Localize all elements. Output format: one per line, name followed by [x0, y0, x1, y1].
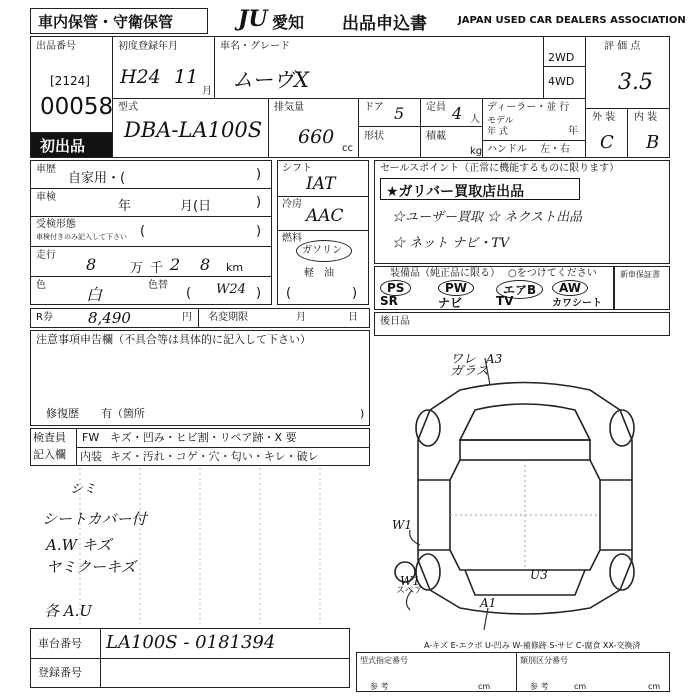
caution-label: 注意事項申告欄（不具合等は具体的に記入して下さい）: [36, 333, 311, 346]
recv-open: (: [140, 224, 146, 239]
color-open: (: [186, 286, 192, 301]
note-5: 各 A.U: [44, 602, 93, 620]
door-label: ドア: [364, 102, 384, 113]
ext-label: 外 装: [592, 112, 616, 123]
recv-sub: 車検付きのみ記入して下さい: [36, 233, 127, 241]
div-h4: [482, 140, 585, 141]
mileage-unit: km: [226, 261, 244, 274]
color-value: 白: [86, 285, 103, 304]
equip-item-4: SR: [380, 294, 398, 308]
equip-item-1: PW: [438, 280, 474, 296]
mileage-man-unit: 万: [130, 261, 144, 276]
recv-label: 受検形態: [36, 219, 76, 230]
cm-1: cm: [478, 682, 491, 691]
inspect-year: 年: [118, 199, 132, 214]
grade-score: 3.5: [618, 70, 653, 95]
div-v6: [358, 98, 359, 158]
later-block: [374, 312, 670, 336]
equip-item-7: カワシート: [552, 298, 602, 309]
diag-a3: ガラス: [450, 364, 489, 379]
grade-label: 評 価 点: [604, 41, 641, 52]
door-value: 5: [394, 104, 405, 123]
legend: A-キズ E-エクボ U-凹み W-補修跡 S-サビ C-腐食 XX-交換済: [424, 641, 641, 650]
rename-label: 名変期限: [208, 312, 248, 323]
car-name: ムーヴX: [232, 68, 309, 92]
equip-mark: ○をつけてください: [508, 268, 597, 279]
lot-label: 出品番号: [36, 41, 76, 52]
recycle-value: 8,490: [88, 309, 131, 327]
handle-label: ハンドル: [487, 144, 527, 155]
disp-unit: cc: [342, 143, 353, 154]
hist-h2: [30, 216, 272, 217]
div-v8: [482, 98, 483, 158]
dealer-parallel: ディーラー・並 行: [487, 102, 570, 113]
model-year-unit: 年: [568, 126, 578, 137]
load-unit: kg: [470, 146, 483, 157]
shift-label: シフト: [282, 163, 312, 174]
mileage-label: 走行: [36, 250, 56, 261]
disp-value: 660: [298, 126, 335, 148]
region-label: 愛知: [272, 13, 305, 32]
car-diagram: [380, 340, 670, 640]
equip-item-5: ナビ: [438, 296, 463, 310]
recv-close: ): [256, 224, 262, 239]
cap-label: 定員: [426, 102, 446, 113]
cm-2: cm: [574, 682, 587, 691]
sales-label: セールスポイント（正常に機能するものに限ります）: [380, 163, 620, 174]
sales-line-2: ☆ ネット ナビ・TV: [392, 236, 510, 251]
ext-grade: C: [600, 132, 614, 153]
color-label: 色: [36, 280, 46, 291]
warranty-label: 新車保証書: [620, 270, 660, 279]
cool-label: 冷房: [282, 199, 302, 210]
sales-line-1: ☆ユーザー買取 ☆ ネクスト出品: [392, 210, 583, 225]
mileage-sen: 2: [170, 255, 181, 274]
drive-4wd: 4WD: [548, 75, 575, 88]
diag-u3: U3: [530, 568, 548, 582]
ref-1: 参 考: [370, 682, 389, 691]
chassis-label: 車台番号: [38, 637, 82, 650]
fuel-open: (: [286, 286, 292, 301]
bs-v: [516, 652, 517, 692]
use-label: 車歴: [36, 164, 56, 175]
equip-item-2: エアB: [496, 280, 543, 299]
model-label: 型式: [118, 102, 138, 113]
fw-label: FW: [82, 431, 100, 444]
repair-close: ): [360, 407, 365, 420]
div-v4: [585, 36, 586, 158]
fuel-label: 燃料: [282, 233, 302, 244]
spec-h1: [277, 196, 369, 197]
inspect-label: 車検: [36, 192, 56, 203]
association-name: JAPAN USED CAR DEALERS ASSOCIATION: [458, 15, 686, 26]
div-v9: [627, 108, 628, 158]
mileage-sen-unit: 千: [150, 261, 164, 276]
chassis-value: LA100S - 0181394: [106, 632, 276, 653]
equip-label: 装備品（純正品に限る）: [390, 268, 500, 279]
diag-w2: W1: [400, 574, 420, 588]
equip-item-0: PS: [380, 280, 411, 296]
spec-h2: [277, 230, 369, 231]
int-label: 内 装: [634, 112, 658, 123]
diag-a-1: A1: [480, 596, 497, 610]
note-2: シートカバー付: [42, 510, 147, 528]
int-grade: B: [646, 132, 660, 153]
mileage-man: 8: [86, 255, 97, 274]
storage-label: 車内保管・守衛保管: [38, 13, 174, 31]
inspector-label-1: 検査員: [33, 431, 66, 444]
note-1: シミ: [70, 482, 97, 497]
div-h3: [358, 126, 482, 127]
use-close: ): [256, 167, 262, 182]
fuel-diesel: 軽 油: [304, 268, 334, 279]
fuel-gas: ガソリン: [302, 245, 342, 256]
recycle-unit: 円: [182, 312, 192, 323]
div-h1: [112, 98, 585, 99]
color-close: ): [256, 286, 262, 301]
rename-month: 月: [296, 312, 306, 323]
lot-code: [2124]: [50, 74, 90, 88]
shape-label: 形状: [364, 131, 384, 142]
hist-h1: [30, 188, 272, 189]
insp-v: [76, 428, 77, 466]
div-h6: [543, 66, 585, 67]
hist-h4: [30, 276, 272, 277]
inspect-month: 月(日: [180, 199, 212, 214]
mileage-tail: 8: [200, 255, 211, 274]
disp-label: 排気量: [274, 102, 304, 113]
model-value: DBA-LA100S: [124, 118, 263, 142]
cool-value: AAC: [306, 206, 344, 226]
lot-number: 00058: [40, 94, 114, 120]
hist-h3: [30, 246, 272, 247]
form-title: 出品申込書: [342, 14, 427, 34]
note-4: ヤミクーキズ: [46, 558, 136, 576]
cap-value: 4: [452, 104, 463, 123]
diag-w1: W1: [392, 518, 412, 532]
cap-unit: 人: [470, 114, 480, 125]
equip-item-6: TV: [496, 294, 514, 308]
div-v5: [268, 98, 269, 158]
inspect-close: ): [256, 195, 262, 210]
use-value: 自家用・(: [68, 171, 126, 186]
recycle-label: R券: [36, 312, 53, 323]
in-text: キズ・汚れ・コゲ・穴・匂い・キレ・破レ: [110, 450, 319, 463]
later-label: 後日品: [380, 316, 410, 327]
ref-2: 参 考: [530, 682, 549, 691]
sales-banner: ★ガリバー買取店出品: [386, 184, 525, 200]
model-year-2: 年 式: [487, 127, 508, 137]
insp-h: [76, 447, 370, 448]
rec-v: [198, 308, 199, 328]
model-year-1: モデル: [487, 116, 514, 126]
shift-value: IAT: [306, 174, 336, 194]
diag-a1: ワレ: [450, 352, 477, 367]
fuel-close: ): [352, 286, 358, 301]
diag-a2: A3: [486, 352, 503, 366]
reg-month: 11: [174, 66, 199, 88]
class-number-label: 類別区分番号: [520, 656, 568, 665]
chassis-v: [100, 628, 101, 688]
regno-label: 登録番号: [38, 666, 82, 679]
spec-number-label: 型式指定番号: [360, 656, 408, 665]
load-label: 積載: [426, 131, 446, 142]
reg-year: H24: [120, 66, 161, 88]
ju-logo: JU: [238, 6, 268, 32]
drive-2wd: 2WD: [548, 51, 575, 64]
cm-3: cm: [648, 682, 661, 691]
handle-options: 左・右: [540, 144, 570, 155]
color-code: W24: [216, 282, 246, 297]
div-v2: [214, 36, 215, 98]
div-v7: [420, 98, 421, 158]
repair-label: 修復歴 有（箇所: [46, 407, 145, 420]
spare-label: スペア: [396, 586, 424, 596]
color-change-label: 色替: [148, 280, 168, 291]
reg-label: 初度登録年月: [118, 41, 178, 52]
rename-day: 日: [348, 312, 358, 323]
chassis-h: [30, 658, 350, 659]
reg-month-unit: 月: [202, 86, 212, 97]
equip-item-3: AW: [552, 280, 588, 296]
recycle-block: [30, 308, 370, 328]
note-3: A.W キズ: [46, 536, 112, 554]
car-label: 車名・グレード: [220, 41, 290, 52]
fw-text: キズ・凹み・ヒビ割・リペア跡・X 要: [110, 431, 297, 444]
first-listing-text: 初出品: [40, 137, 86, 155]
in-label: 内装: [80, 450, 102, 463]
inspector-label-2: 記入欄: [33, 448, 66, 461]
